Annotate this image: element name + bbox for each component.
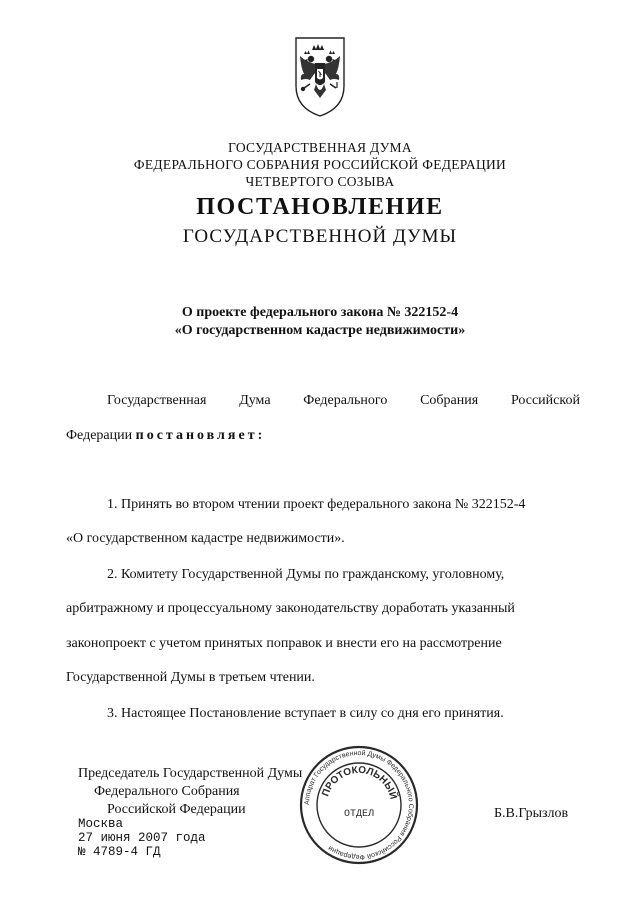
document-subtitle: ГОСУДАРСТВЕННОЙ ДУМЫ (182, 226, 458, 247)
issue-city: Москва (78, 817, 124, 831)
point-2-line-4: Государственной Думы в третьем чтении. (66, 670, 315, 685)
preamble-line-2 (66, 428, 580, 444)
preamble-prefix: Федерации (66, 428, 133, 443)
russian-coat-of-arms-icon (292, 34, 348, 118)
preamble-word: Государственная (107, 393, 207, 408)
point-3-line-1: 3. Настоящее Постановление вступает в силу со дня его принятия. (107, 706, 504, 721)
subject-line-2: «О государственном кадастре недвижимости» (174, 323, 466, 338)
preamble-word: Российской (510, 393, 580, 408)
point-1-line-1 (107, 497, 580, 513)
issue-date: 27 июня 2007 года (78, 831, 206, 845)
stamp-inner-text: ПРОТОКОЛЬНЫЙ (320, 764, 399, 801)
subject-line-1: О проекте федерального закона № 322152-4 (181, 305, 459, 320)
point-2-line-1: 2. Комитету Государственной Думы по гражданскому, уголовному, (107, 567, 505, 582)
signatory-position-line-1: Председатель Государственной Думы (78, 766, 303, 781)
point-1-line-2: «О государственном кадастре недвижимости». (66, 531, 345, 546)
preamble-line-1 (107, 393, 580, 409)
preamble-word: Федерального (303, 393, 388, 408)
stamp-center-text: ОТДЕЛ (343, 809, 375, 820)
point-2-line-2: арбитражному и процессуальному законодательству доработать указанный (66, 601, 515, 616)
document-title: ПОСТАНОВЛЕНИЕ (196, 194, 444, 220)
point-2-line-3: законопроект с учетом принятых поправок и внести его на рассмотрение (66, 636, 502, 651)
resolves-word: постановляет: (135, 428, 266, 443)
org-name-line-2: ФЕДЕРАЛЬНОГО СОБРАНИЯ РОССИЙСКОЙ ФЕДЕРАЦИИ (133, 157, 507, 172)
preamble-word: Дума (239, 393, 271, 408)
point-1-text: 1. Принять во втором чтении проект федерального закона № 322152-4 (107, 497, 526, 512)
signatory-position-line-3: Российской Федерации (107, 802, 246, 817)
org-name-line-1: ГОСУДАРСТВЕННАЯ ДУМА (228, 140, 412, 155)
convocation-line: ЧЕТВЕРТОГО СОЗЫВА (245, 174, 395, 189)
official-stamp (298, 744, 420, 866)
preamble-word: Собрания (420, 393, 479, 408)
stamp-outer-text: Аппарат Государственной Думы Федерального Собрания Российской Федерации (303, 749, 415, 861)
document-number: № 4789-4 ГД (78, 845, 161, 859)
signatory-name: Б.В.Грызлов (494, 806, 569, 821)
signatory-position-line-2: Федерального Собрания (94, 784, 240, 799)
